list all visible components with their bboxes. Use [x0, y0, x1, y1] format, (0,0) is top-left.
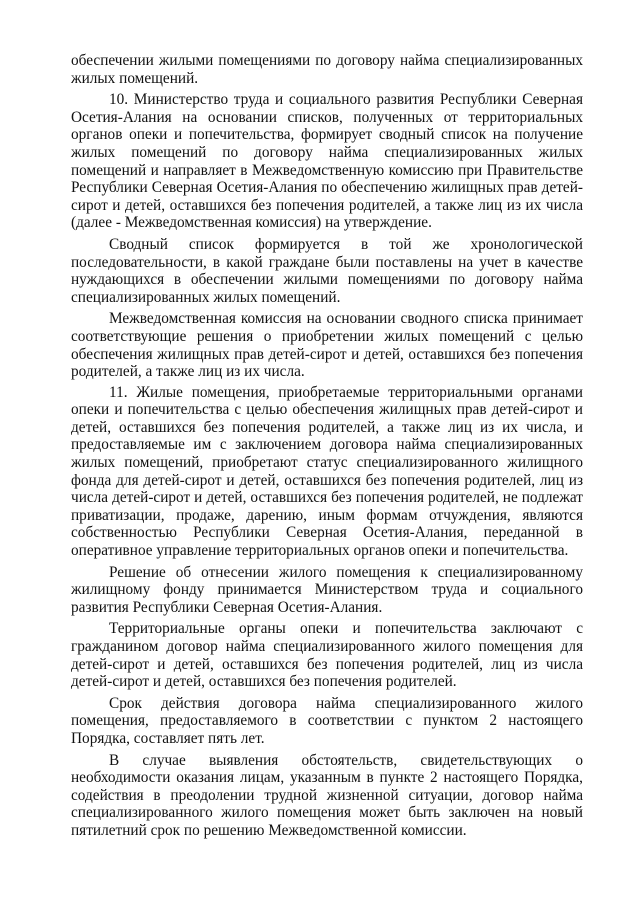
paragraph-specialized-fund: Решение об отнесении жилого помещения к специализированному жилищному фонду принимается Министерством труда и социального развития Республики Северная Осетия-Алания.: [71, 563, 583, 616]
paragraph-continuation: обеспечении жилыми помещениями по договору найма специализированных жилых помещений.: [71, 52, 583, 87]
paragraph-renewal: В случае выявления обстоятельств, свидетельствующих о необходимости оказания лицам, указанным в пункте 2 настоящего Порядка, содействия в преодолении трудной жизненной ситуации, договор найма специализированного жилого помещения может быть заключен на новый пятилетний срок по решению Межведомственной комиссии.: [71, 751, 583, 839]
paragraph-item-10: 10. Министерство труда и социального развития Республики Северная Осетия-Алания на основании списков, полученных от территориальных органов опеки и попечительства, формирует сводный список на получение жилых помещений по договору найма специализированных жилых помещений и направляет в Межведомственную комиссию при Правительстве Республики Северная Осетия-Алания по обеспечению жилищных прав детей-сирот и детей, оставшихся без попечения родителей, а также лиц из их числа (далее - Межведомственная комиссия) на утверждение.: [71, 91, 583, 232]
paragraph-contract: Территориальные органы опеки и попечительства заключают с гражданином договор найма специализированного жилого помещения для детей-сирот и детей, оставшихся без попечения родителей, лиц из числа детей-сирот и детей, оставшихся без попечения родителей.: [71, 620, 583, 691]
paragraph-term: Срок действия договора найма специализированного жилого помещения, предоставляемого в соответствии с пунктом 2 настоящего Порядка, составляет пять лет.: [71, 694, 583, 747]
paragraph-consolidated-list: Сводный список формируется в той же хронологической последовательности, в какой граждане были поставлены на учет в качестве нуждающихся в обеспечении жилыми помещениями по договору найма специализированных жилых помещений.: [71, 235, 583, 306]
paragraph-commission-decision: Межведомственная комиссия на основании сводного списка принимает соответствующие решения о приобретении жилых помещений с целью обеспечения жилищных прав детей-сирот и детей, оставшихся без попечения родителей, а также лиц из их числа.: [71, 310, 583, 381]
paragraph-item-11: 11. Жилые помещения, приобретаемые территориальными органами опеки и попечительства с целью обеспечения жилищных прав детей-сирот и детей, оставшихся без попечения родителей, а также лиц из их числа, и предоставляемые им с заключением договора найма специализированных жилых помещений, приобретают статус специализированного жилищного фонда для детей-сирот и детей, оставшихся без попечения родителей, лиц из числа детей-сирот и детей, оставшихся без попечения родителей, не подлежат приватизации, продаже, дарению, иным формам отчуждения, являются собственностью Республики Северная Осетия-Алания, переданной в оперативное управление территориальных органов опеки и попечительства.: [71, 383, 583, 560]
